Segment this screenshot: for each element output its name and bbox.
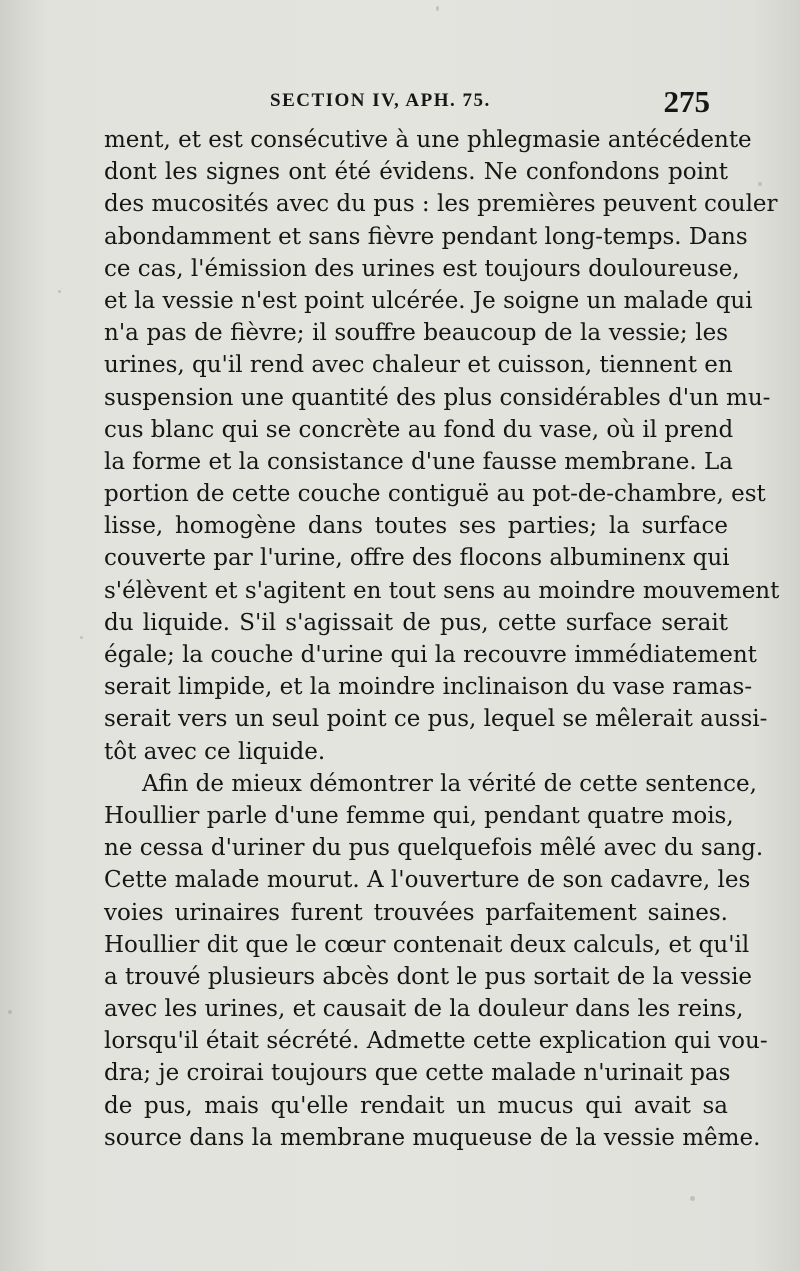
text-line: suspension une quantité des plus considérables d'un mu- [104,384,771,411]
text-line: ne cessa d'uriner du pus quelquefois mêlé avec du sang. [104,835,764,862]
text-line: et la vessie n'est point ulcérée. Je soigne un malade qui [104,287,753,314]
page-number: 275 [663,84,710,119]
paper-speck [8,1010,12,1014]
text-line: tôt avec ce liquide. [104,738,326,765]
text-line: portion de cette couche contiguë au pot-de-chambre, est [104,481,766,508]
text-line: a trouvé plusieurs abcès dont le pus sortait de la vessie [104,963,753,990]
text-line: ce cas, l'émission des urines est toujours douloureuse, [104,255,740,282]
paper-speck [58,290,61,293]
text-line: voies urinaires furent trouvées parfaitement saines. [104,899,728,926]
body-text [104,124,780,1154]
text-line: la forme et la consistance d'une fausse membrane. La [104,448,733,475]
text-line: source dans la membrane muqueuse de la vessie même. [104,1124,761,1151]
paper-speck [758,182,762,186]
text-line: de pus, mais qu'elle rendait un mucus qui avait sa [104,1092,728,1119]
text-line: des mucosités avec du pus : les premières peuvent couler [104,191,778,218]
paragraph-1 [104,124,780,768]
text-line: n'a pas de fièvre; il souffre beaucoup de la vessie; les [104,320,728,347]
text-line: dont les signes ont été évidens. Ne confondons point [104,159,728,186]
text-line: serait vers un seul point ce pus, lequel se mêlerait aussi- [104,706,768,733]
text-line: abondamment et sans fièvre pendant long-temps. Dans [104,223,748,250]
text-line: cus blanc qui se concrète au fond du vase, où il prend [104,416,734,443]
text-line: égale; la couche d'urine qui la recouvre immédiatement [104,642,757,668]
text-line: Cette malade mourut. A l'ouverture de son cadavre, les [104,867,751,894]
text-line: urines, qu'il rend avec chaleur et cuisson, tiennent en [104,352,733,379]
text-line: avec les urines, et causait de la douleur dans les reins, [104,996,744,1023]
text-line: du liquide. S'il s'agissait de pus, cette surface serait [104,609,728,636]
paper-speck [690,1196,695,1201]
page-header [270,84,710,124]
paragraph-2 [104,768,768,1154]
running-head: SECTION IV, APH. 75. [270,90,491,111]
text-line: serait limpide, et la moindre inclinaison du vase ramas- [104,674,753,701]
text-line: ment, et est consécutive à une phlegmasie antécédente [104,127,752,153]
text-line: couverte par l'urine, offre des flocons albuminenx qui [104,545,730,572]
text-line: lisse, homogène dans toutes ses parties; la surface [104,513,728,540]
text-line: Houllier dit que le cœur contenait deux calculs, et qu'il [104,931,750,958]
text-line: lorsqu'il était sécrété. Admette cette explication qui vou- [104,1028,768,1055]
text-line: Houllier parle d'une femme qui, pendant quatre mois, [104,802,734,829]
paper-speck [80,636,83,639]
text-line: dra; je croirai toujours que cette malade n'urinait pas [104,1060,731,1087]
paper-speck [436,6,439,11]
text-line: s'élèvent et s'agitent en tout sens au moindre mouvement [104,577,780,604]
text-line: Afin de mieux démontrer la vérité de cette sentence, [142,770,757,797]
